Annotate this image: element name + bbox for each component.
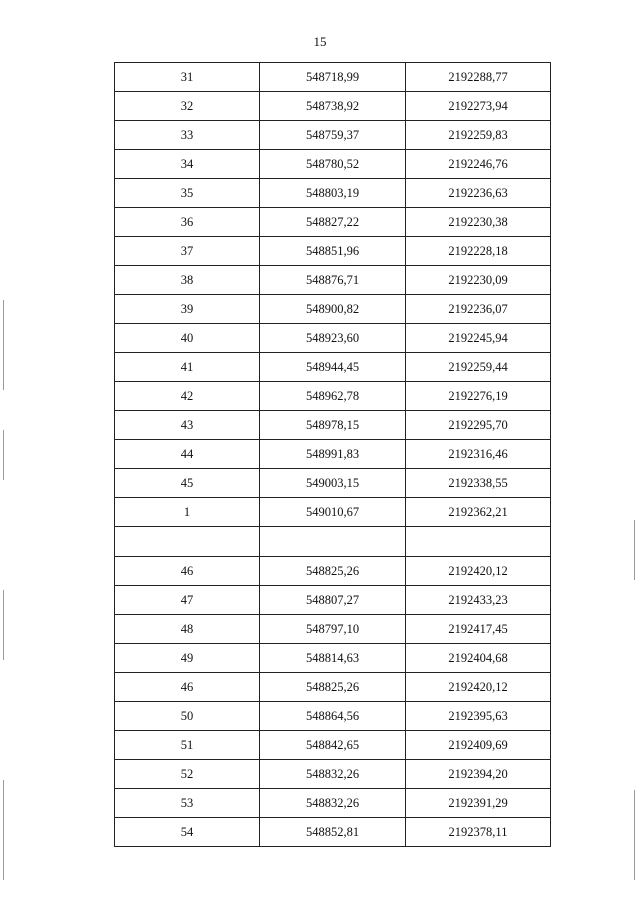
page-number: 15 bbox=[313, 34, 327, 49]
x-coordinate-cell: 548962,78 bbox=[260, 382, 406, 411]
table-row bbox=[115, 702, 551, 731]
x-coordinate-cell: 548876,71 bbox=[260, 266, 406, 295]
x-coordinate-cell: 548825,26 bbox=[260, 673, 406, 702]
coordinates-table-body bbox=[115, 63, 551, 847]
y-coordinate-cell: 2192362,21 bbox=[406, 498, 551, 527]
y-coordinate-cell: 2192276,19 bbox=[406, 382, 551, 411]
point-number-cell: 51 bbox=[115, 731, 260, 760]
table-row bbox=[115, 586, 551, 615]
y-coordinate-cell: 2192316,46 bbox=[406, 440, 551, 469]
point-number-cell: 34 bbox=[115, 150, 260, 179]
x-coordinate-cell: 548978,15 bbox=[260, 411, 406, 440]
table-row bbox=[115, 411, 551, 440]
x-coordinate-cell: 548864,56 bbox=[260, 702, 406, 731]
x-coordinate-cell: 548852,81 bbox=[260, 818, 406, 847]
table-row bbox=[115, 353, 551, 382]
y-coordinate-cell: 2192409,69 bbox=[406, 731, 551, 760]
x-coordinate-cell: 548780,52 bbox=[260, 150, 406, 179]
y-coordinate-cell: 2192391,29 bbox=[406, 789, 551, 818]
table-row bbox=[115, 731, 551, 760]
table-row bbox=[115, 440, 551, 469]
table-row bbox=[115, 324, 551, 353]
y-coordinate-cell: 2192433,23 bbox=[406, 586, 551, 615]
table-row bbox=[115, 63, 551, 92]
y-coordinate-cell: 2192395,63 bbox=[406, 702, 551, 731]
point-number-cell: 42 bbox=[115, 382, 260, 411]
scan-edge-mark bbox=[634, 790, 635, 880]
table-row bbox=[115, 266, 551, 295]
point-number-cell: 36 bbox=[115, 208, 260, 237]
point-number-cell: 54 bbox=[115, 818, 260, 847]
point-number-cell: 46 bbox=[115, 673, 260, 702]
table-row bbox=[115, 92, 551, 121]
table-row bbox=[115, 615, 551, 644]
y-coordinate-cell: 2192295,70 bbox=[406, 411, 551, 440]
x-coordinate-cell: 548827,22 bbox=[260, 208, 406, 237]
y-coordinate-cell: 2192246,76 bbox=[406, 150, 551, 179]
scan-edge-mark bbox=[3, 590, 4, 660]
y-coordinate-cell: 2192236,07 bbox=[406, 295, 551, 324]
x-coordinate-cell: 549010,67 bbox=[260, 498, 406, 527]
table-row bbox=[115, 208, 551, 237]
table-row bbox=[115, 469, 551, 498]
y-coordinate-cell: 2192394,20 bbox=[406, 760, 551, 789]
y-coordinate-cell: 2192245,94 bbox=[406, 324, 551, 353]
y-coordinate-cell: 2192236,63 bbox=[406, 179, 551, 208]
point-number-cell: 40 bbox=[115, 324, 260, 353]
table-row bbox=[115, 150, 551, 179]
y-coordinate-cell: 2192417,45 bbox=[406, 615, 551, 644]
table-row bbox=[115, 557, 551, 586]
table-row bbox=[115, 237, 551, 266]
y-coordinate-cell: 2192259,83 bbox=[406, 121, 551, 150]
y-coordinate-cell: 2192273,94 bbox=[406, 92, 551, 121]
y-coordinate-cell: 2192230,38 bbox=[406, 208, 551, 237]
point-number-cell: 50 bbox=[115, 702, 260, 731]
x-coordinate-cell: 548738,92 bbox=[260, 92, 406, 121]
x-coordinate-cell: 548718,99 bbox=[260, 63, 406, 92]
point-number-cell: 35 bbox=[115, 179, 260, 208]
table-row bbox=[115, 382, 551, 411]
x-coordinate-cell: 548759,37 bbox=[260, 121, 406, 150]
table-row bbox=[115, 789, 551, 818]
table-row bbox=[115, 179, 551, 208]
x-coordinate-cell: 548814,63 bbox=[260, 644, 406, 673]
table-row bbox=[115, 818, 551, 847]
x-coordinate-cell: 548825,26 bbox=[260, 557, 406, 586]
point-number-cell: 49 bbox=[115, 644, 260, 673]
point-number-cell: 48 bbox=[115, 615, 260, 644]
x-coordinate-cell: 548923,60 bbox=[260, 324, 406, 353]
point-number-cell: 39 bbox=[115, 295, 260, 324]
point-number-cell: 37 bbox=[115, 237, 260, 266]
y-coordinate-cell: 2192338,55 bbox=[406, 469, 551, 498]
point-number-cell: 38 bbox=[115, 266, 260, 295]
point-number-cell: 31 bbox=[115, 63, 260, 92]
point-number-cell: 52 bbox=[115, 760, 260, 789]
x-coordinate-cell: 548944,45 bbox=[260, 353, 406, 382]
point-number-cell: 1 bbox=[115, 498, 260, 527]
coordinates-table bbox=[114, 62, 551, 847]
table-row bbox=[115, 498, 551, 527]
x-coordinate-cell: 548991,83 bbox=[260, 440, 406, 469]
table-row bbox=[115, 673, 551, 702]
point-number-cell: 44 bbox=[115, 440, 260, 469]
y-coordinate-cell: 2192404,68 bbox=[406, 644, 551, 673]
y-coordinate-cell: 2192259,44 bbox=[406, 353, 551, 382]
x-coordinate-cell: 548803,19 bbox=[260, 179, 406, 208]
table-row bbox=[115, 295, 551, 324]
y-coordinate-cell: 2192228,18 bbox=[406, 237, 551, 266]
point-number-cell: 46 bbox=[115, 557, 260, 586]
point-number-cell: 32 bbox=[115, 92, 260, 121]
point-number-cell: 47 bbox=[115, 586, 260, 615]
point-number-cell: 41 bbox=[115, 353, 260, 382]
table-row bbox=[115, 121, 551, 150]
y-coordinate-cell: 2192288,77 bbox=[406, 63, 551, 92]
x-coordinate-cell: 548807,27 bbox=[260, 586, 406, 615]
point-number-cell: 45 bbox=[115, 469, 260, 498]
y-coordinate-cell: 2192230,09 bbox=[406, 266, 551, 295]
x-coordinate-cell: 548900,82 bbox=[260, 295, 406, 324]
scan-edge-mark bbox=[3, 430, 4, 480]
scan-edge-mark bbox=[3, 300, 4, 390]
x-coordinate-cell: 548832,26 bbox=[260, 760, 406, 789]
point-number-cell: 33 bbox=[115, 121, 260, 150]
scan-edge-mark bbox=[3, 780, 4, 880]
point-number-cell: 43 bbox=[115, 411, 260, 440]
y-coordinate-cell: 2192378,11 bbox=[406, 818, 551, 847]
table-row bbox=[115, 644, 551, 673]
x-coordinate-cell: 548832,26 bbox=[260, 789, 406, 818]
point-number-cell: 53 bbox=[115, 789, 260, 818]
point-number-cell bbox=[115, 527, 260, 557]
y-coordinate-cell bbox=[406, 527, 551, 557]
x-coordinate-cell: 548851,96 bbox=[260, 237, 406, 266]
x-coordinate-cell bbox=[260, 527, 406, 557]
y-coordinate-cell: 2192420,12 bbox=[406, 557, 551, 586]
scan-edge-mark bbox=[634, 520, 635, 580]
x-coordinate-cell: 549003,15 bbox=[260, 469, 406, 498]
table-row bbox=[115, 760, 551, 789]
y-coordinate-cell: 2192420,12 bbox=[406, 673, 551, 702]
x-coordinate-cell: 548842,65 bbox=[260, 731, 406, 760]
table-row-empty bbox=[115, 527, 551, 557]
x-coordinate-cell: 548797,10 bbox=[260, 615, 406, 644]
